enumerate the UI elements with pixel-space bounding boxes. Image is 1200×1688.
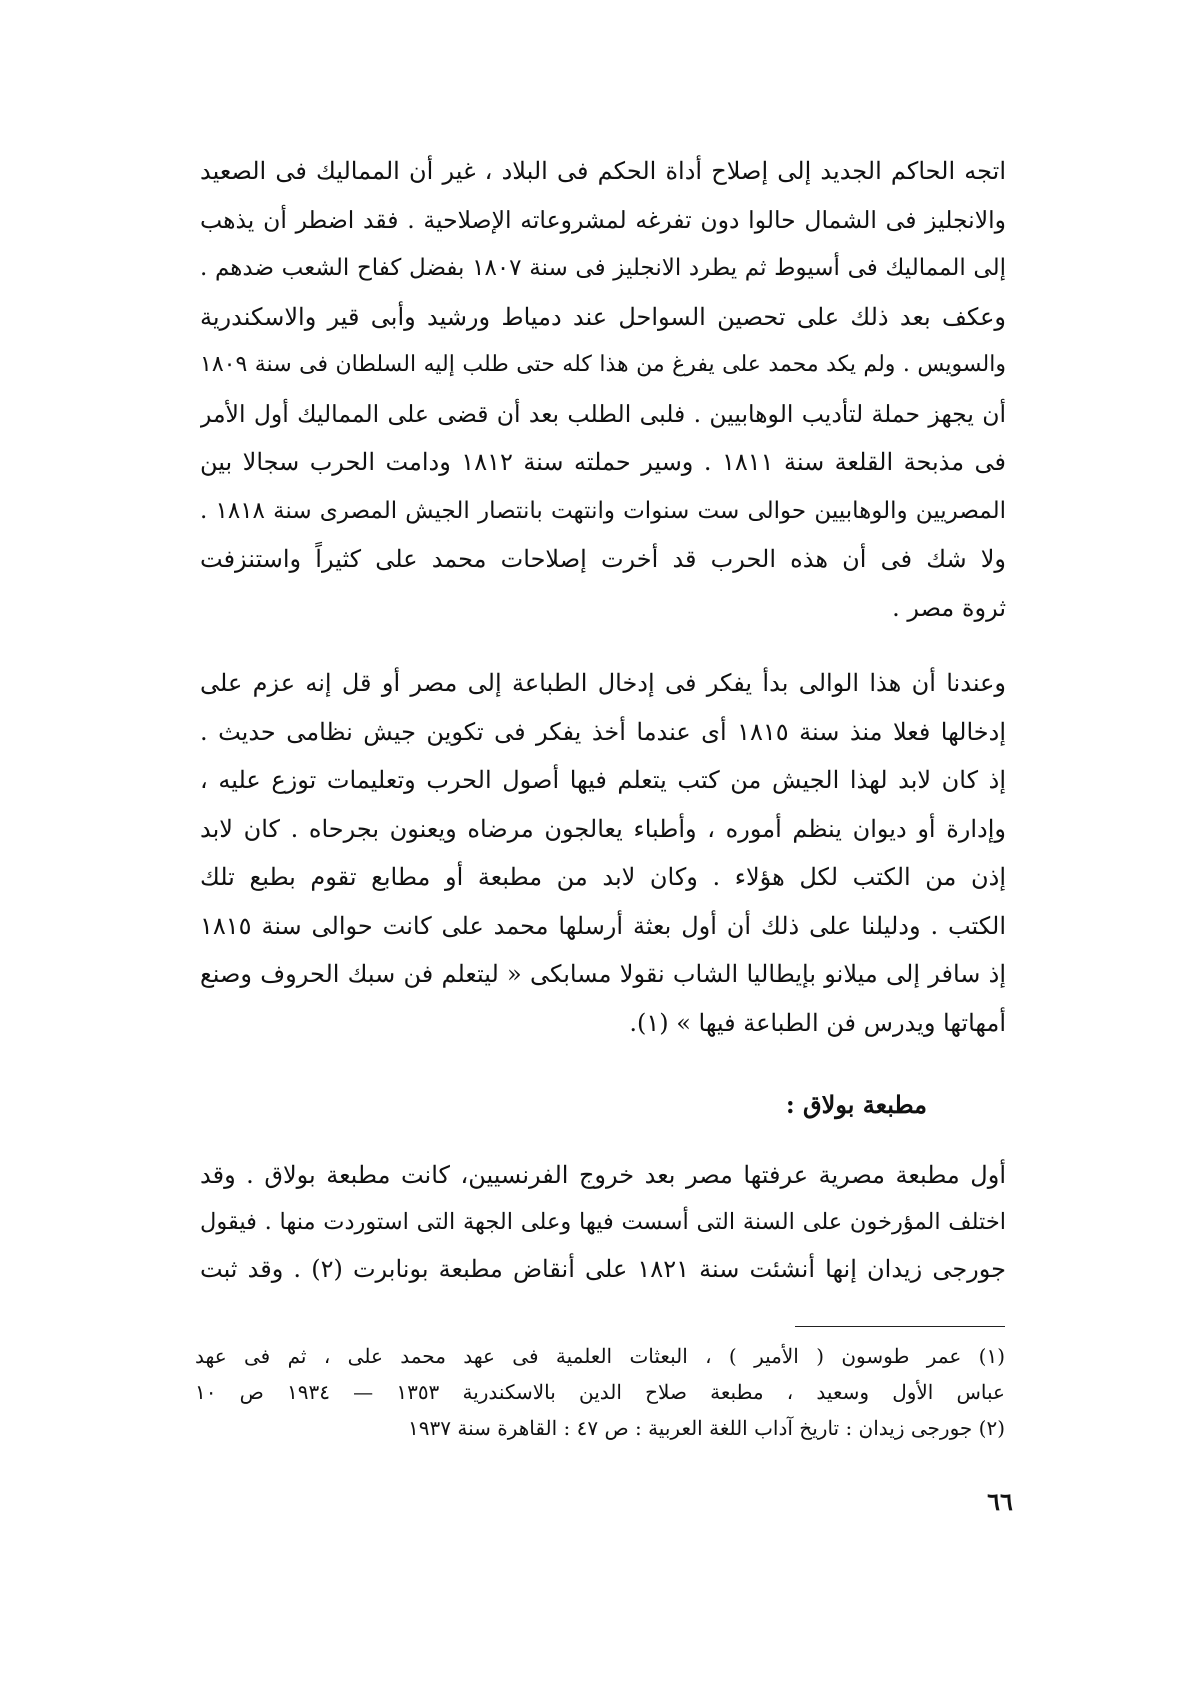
text-line: وعندنا أن هذا الوالى بدأ يفكر فى إدخال الطباعة إلى مصر أو قل إنه عزم على — [200, 669, 1006, 697]
text-line: إذ كان لابد لهذا الجيش من كتب يتعلم فيها أصول الحرب وتعليمات توزع عليه ، — [200, 766, 1006, 794]
footnote-line: (٢) جورجى زيدان : تاريخ آداب اللغة العربية : ص ٤٧ : القاهرة سنة ١٩٣٧ — [408, 1416, 1005, 1440]
text-line: إذ سافر إلى ميلانو بإيطاليا الشاب نقولا مسابكى « ليتعلم فن سبك الحروف وصنع — [200, 960, 1006, 988]
text-line: اتجه الحاكم الجديد إلى إصلاح أداة الحكم فى البلاد ، غير أن المماليك فى الصعيد — [200, 157, 1006, 185]
footnote-line: عباس الأول وسعيد ، مطبعة صلاح الدين بالاسكندرية ١٣٥٣ — ١٩٣٤ ص ١٠ — [195, 1380, 1005, 1404]
text-line: وعكف بعد ذلك على تحصين السواحل عند دمياط ورشيد وأبى قير والاسكندرية — [200, 302, 1006, 331]
text-line: إذن من الكتب لكل هؤلاء . وكان لابد من مطبعة أو مطابع تقوم بطبع تلك — [200, 863, 1006, 891]
footnote-divider — [795, 1326, 1005, 1327]
section-heading: مطبعة بولاق : — [785, 1090, 927, 1119]
footnote-line: (١) عمر طوسون ( الأمير ) ، البعثات العلمية فى عهد محمد على ، ثم فى عهد — [195, 1344, 1005, 1368]
paragraph-2 — [200, 659, 1006, 1047]
text-line: ثروة مصر . — [892, 593, 1006, 622]
text-line: وإدارة أو ديوان ينظم أموره ، وأطباء يعالجون مرضاه ويعنون بجرحاه . كان لابد — [200, 814, 1006, 843]
footnotes — [195, 1338, 1005, 1446]
text-line: ولا شك فى أن هذه الحرب قد أخرت إصلاحات محمد على كثيراً واستنزفت — [200, 545, 1006, 573]
text-line: إدخالها فعلا منذ سنة ١٨١٥ أى عندما أخذ يفكر فى تكوين جيش نظامى حديث . — [200, 717, 1006, 746]
text-line: إلى المماليك فى أسيوط ثم يطرد الانجليز فى سنة ١٨٠٧ بفضل كفاح الشعب ضدهم . — [200, 255, 1006, 281]
text-line: والسويس . ولم يكد محمد على يفرغ من هذا كله حتى طلب إليه السلطان فى سنة ١٨٠٩ — [200, 352, 1006, 377]
text-line: جورجى زيدان إنها أنشئت سنة ١٨٢١ على أنقاض مطبعة بونابرت (٢) . وقد ثبت — [200, 1255, 1006, 1283]
text-line: اختلف المؤرخون على السنة التى أسست فيها وعلى الجهة التى استوردت منها . فيقول — [200, 1209, 1006, 1235]
text-line: أول مطبعة مصرية عرفتها مصر بعد خروج الفرنسيين، كانت مطبعة بولاق . وقد — [200, 1161, 1006, 1189]
text-line: أمهاتها ويدرس فن الطباعة فيها » (١). — [629, 1008, 1006, 1037]
text-line: والانجليز فى الشمال حالوا دون تفرغه لمشروعاته الإصلاحية . فقد اضطر أن يذهب — [200, 205, 1006, 234]
page-number: ٦٦ — [987, 1487, 1013, 1516]
text-line: أن يجهز حملة لتأديب الوهابيين . فلبى الطلب بعد أن قضى على المماليك أول الأمر — [200, 399, 1006, 428]
text-line: المصريين والوهابيين حوالى ست سنوات وانتهت بانتصار الجيش المصرى سنة ١٨١٨ . — [200, 497, 1006, 524]
paragraph-3 — [200, 1152, 1006, 1293]
paragraph-1 — [200, 147, 1006, 632]
text-line: فى مذبحة القلعة سنة ١٨١١ . وسير حملته سنة ١٨١٢ ودامت الحرب سجالا بين — [200, 448, 1006, 476]
text-line: الكتب . ودليلنا على ذلك أن أول بعثة أرسلها محمد على كانت حوالى سنة ١٨١٥ — [200, 911, 1006, 940]
